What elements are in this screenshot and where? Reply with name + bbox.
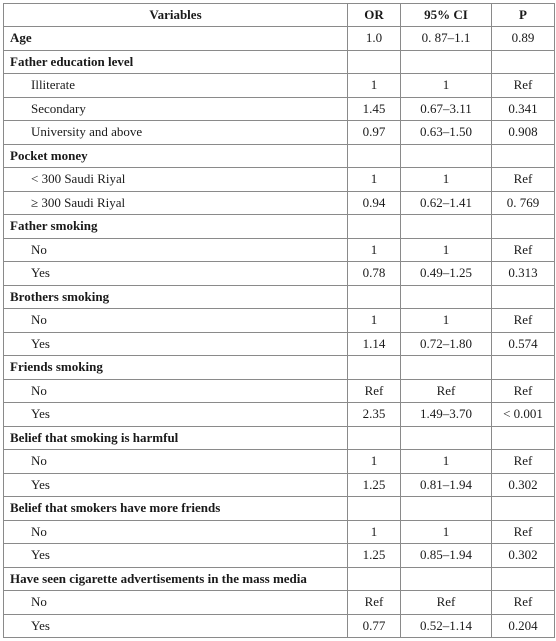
variable-cell: Friends smoking [4, 356, 348, 380]
header-ci: 95% CI [401, 4, 492, 27]
group-row [4, 356, 555, 380]
table-row [4, 544, 555, 568]
variable-cell: Belief that smokers have more friends [4, 497, 348, 521]
p-value-cell: Ref [492, 379, 555, 403]
or-cell [348, 50, 401, 74]
p-value-cell [492, 497, 555, 521]
or-cell: 1.25 [348, 473, 401, 497]
or-cell: 1 [348, 238, 401, 262]
p-value-cell [492, 426, 555, 450]
table-row [4, 168, 555, 192]
or-cell: 1 [348, 450, 401, 474]
variable-cell: No [4, 309, 348, 333]
group-row [4, 27, 555, 51]
header-variables: Variables [4, 4, 348, 27]
variable-cell: No [4, 591, 348, 615]
ci-cell: 1 [401, 450, 492, 474]
p-value-cell: Ref [492, 309, 555, 333]
table-row [4, 450, 555, 474]
table-row [4, 473, 555, 497]
ci-cell: 1 [401, 520, 492, 544]
p-value-cell: Ref [492, 520, 555, 544]
p-value-cell [492, 144, 555, 168]
or-cell [348, 426, 401, 450]
table-row [4, 332, 555, 356]
ci-cell: 0.81–1.94 [401, 473, 492, 497]
or-cell: 1.14 [348, 332, 401, 356]
ci-cell: 0.49–1.25 [401, 262, 492, 286]
ci-cell: 0.85–1.94 [401, 544, 492, 568]
p-value-cell [492, 50, 555, 74]
group-row [4, 567, 555, 591]
ci-cell: 0. 87–1.1 [401, 27, 492, 51]
ci-cell [401, 215, 492, 239]
p-value-cell: 0.204 [492, 614, 555, 638]
header-row [4, 4, 555, 27]
p-value-cell [492, 567, 555, 591]
or-cell: 0.78 [348, 262, 401, 286]
ci-cell: 1 [401, 238, 492, 262]
group-row [4, 285, 555, 309]
table-row [4, 614, 555, 638]
p-value-cell [492, 356, 555, 380]
or-cell: Ref [348, 379, 401, 403]
table-row [4, 403, 555, 427]
variable-cell: Secondary [4, 97, 348, 121]
p-value-cell: 0.302 [492, 473, 555, 497]
table-row [4, 238, 555, 262]
p-value-cell: 0.574 [492, 332, 555, 356]
table-row [4, 74, 555, 98]
group-row [4, 426, 555, 450]
variable-cell: No [4, 520, 348, 544]
or-cell: 1.0 [348, 27, 401, 51]
variable-cell: Age [4, 27, 348, 51]
p-value-cell: < 0.001 [492, 403, 555, 427]
p-value-cell: Ref [492, 591, 555, 615]
or-cell: 1.45 [348, 97, 401, 121]
ci-cell [401, 50, 492, 74]
or-cell: 1 [348, 520, 401, 544]
or-cell [348, 215, 401, 239]
or-cell: 2.35 [348, 403, 401, 427]
group-row [4, 50, 555, 74]
variable-cell: < 300 Saudi Riyal [4, 168, 348, 192]
p-value-cell [492, 285, 555, 309]
variable-cell: ≥ 300 Saudi Riyal [4, 191, 348, 215]
or-cell: 1 [348, 309, 401, 333]
variable-cell: No [4, 379, 348, 403]
variable-cell: Brothers smoking [4, 285, 348, 309]
ci-cell: 1.49–3.70 [401, 403, 492, 427]
ci-cell: 0.52–1.14 [401, 614, 492, 638]
variable-cell: Father smoking [4, 215, 348, 239]
variable-cell: Yes [4, 262, 348, 286]
table-row [4, 379, 555, 403]
ci-cell: Ref [401, 379, 492, 403]
ci-cell [401, 356, 492, 380]
group-row [4, 215, 555, 239]
or-cell: 1 [348, 74, 401, 98]
header-or: OR [348, 4, 401, 27]
p-value-cell [492, 215, 555, 239]
p-value-cell: 0.302 [492, 544, 555, 568]
table-row [4, 191, 555, 215]
variable-cell: No [4, 238, 348, 262]
ci-cell: 1 [401, 309, 492, 333]
variable-cell: Father education level [4, 50, 348, 74]
ci-cell: 0.63–1.50 [401, 121, 492, 145]
group-row [4, 497, 555, 521]
ci-cell: 1 [401, 168, 492, 192]
variable-cell: Yes [4, 332, 348, 356]
p-value-cell: Ref [492, 168, 555, 192]
group-row [4, 144, 555, 168]
or-cell [348, 285, 401, 309]
ci-cell [401, 144, 492, 168]
table-row [4, 121, 555, 145]
variable-cell: Illiterate [4, 74, 348, 98]
variable-cell: Yes [4, 403, 348, 427]
or-cell: 0.97 [348, 121, 401, 145]
ci-cell: 0.72–1.80 [401, 332, 492, 356]
table-row [4, 309, 555, 333]
p-value-cell: 0.313 [492, 262, 555, 286]
variable-cell: Yes [4, 614, 348, 638]
variable-cell: Pocket money [4, 144, 348, 168]
ci-cell: Ref [401, 591, 492, 615]
p-value-cell: Ref [492, 238, 555, 262]
ci-cell [401, 497, 492, 521]
p-value-cell: 0. 769 [492, 191, 555, 215]
p-value-cell: Ref [492, 450, 555, 474]
p-value-cell: 0.89 [492, 27, 555, 51]
ci-cell: 0.62–1.41 [401, 191, 492, 215]
p-value-cell: 0.341 [492, 97, 555, 121]
table-row [4, 520, 555, 544]
variable-cell: Yes [4, 473, 348, 497]
or-cell [348, 567, 401, 591]
variable-cell: University and above [4, 121, 348, 145]
or-cell [348, 497, 401, 521]
ci-cell: 1 [401, 74, 492, 98]
table-row [4, 591, 555, 615]
p-value-cell: 0.908 [492, 121, 555, 145]
table-row [4, 262, 555, 286]
variable-cell: Belief that smoking is harmful [4, 426, 348, 450]
or-cell: 0.77 [348, 614, 401, 638]
table-row [4, 97, 555, 121]
or-cell: 0.94 [348, 191, 401, 215]
variable-cell: Have seen cigarette advertisements in the mass media [4, 567, 348, 591]
odds-ratio-table [3, 3, 555, 638]
ci-cell: 0.67–3.11 [401, 97, 492, 121]
table-body [4, 27, 555, 638]
or-cell: 1.25 [348, 544, 401, 568]
variable-cell: Yes [4, 544, 348, 568]
ci-cell [401, 426, 492, 450]
or-cell [348, 144, 401, 168]
p-value-cell: Ref [492, 74, 555, 98]
or-cell: Ref [348, 591, 401, 615]
ci-cell [401, 567, 492, 591]
ci-cell [401, 285, 492, 309]
header-p: P [492, 4, 555, 27]
variable-cell: No [4, 450, 348, 474]
or-cell [348, 356, 401, 380]
or-cell: 1 [348, 168, 401, 192]
